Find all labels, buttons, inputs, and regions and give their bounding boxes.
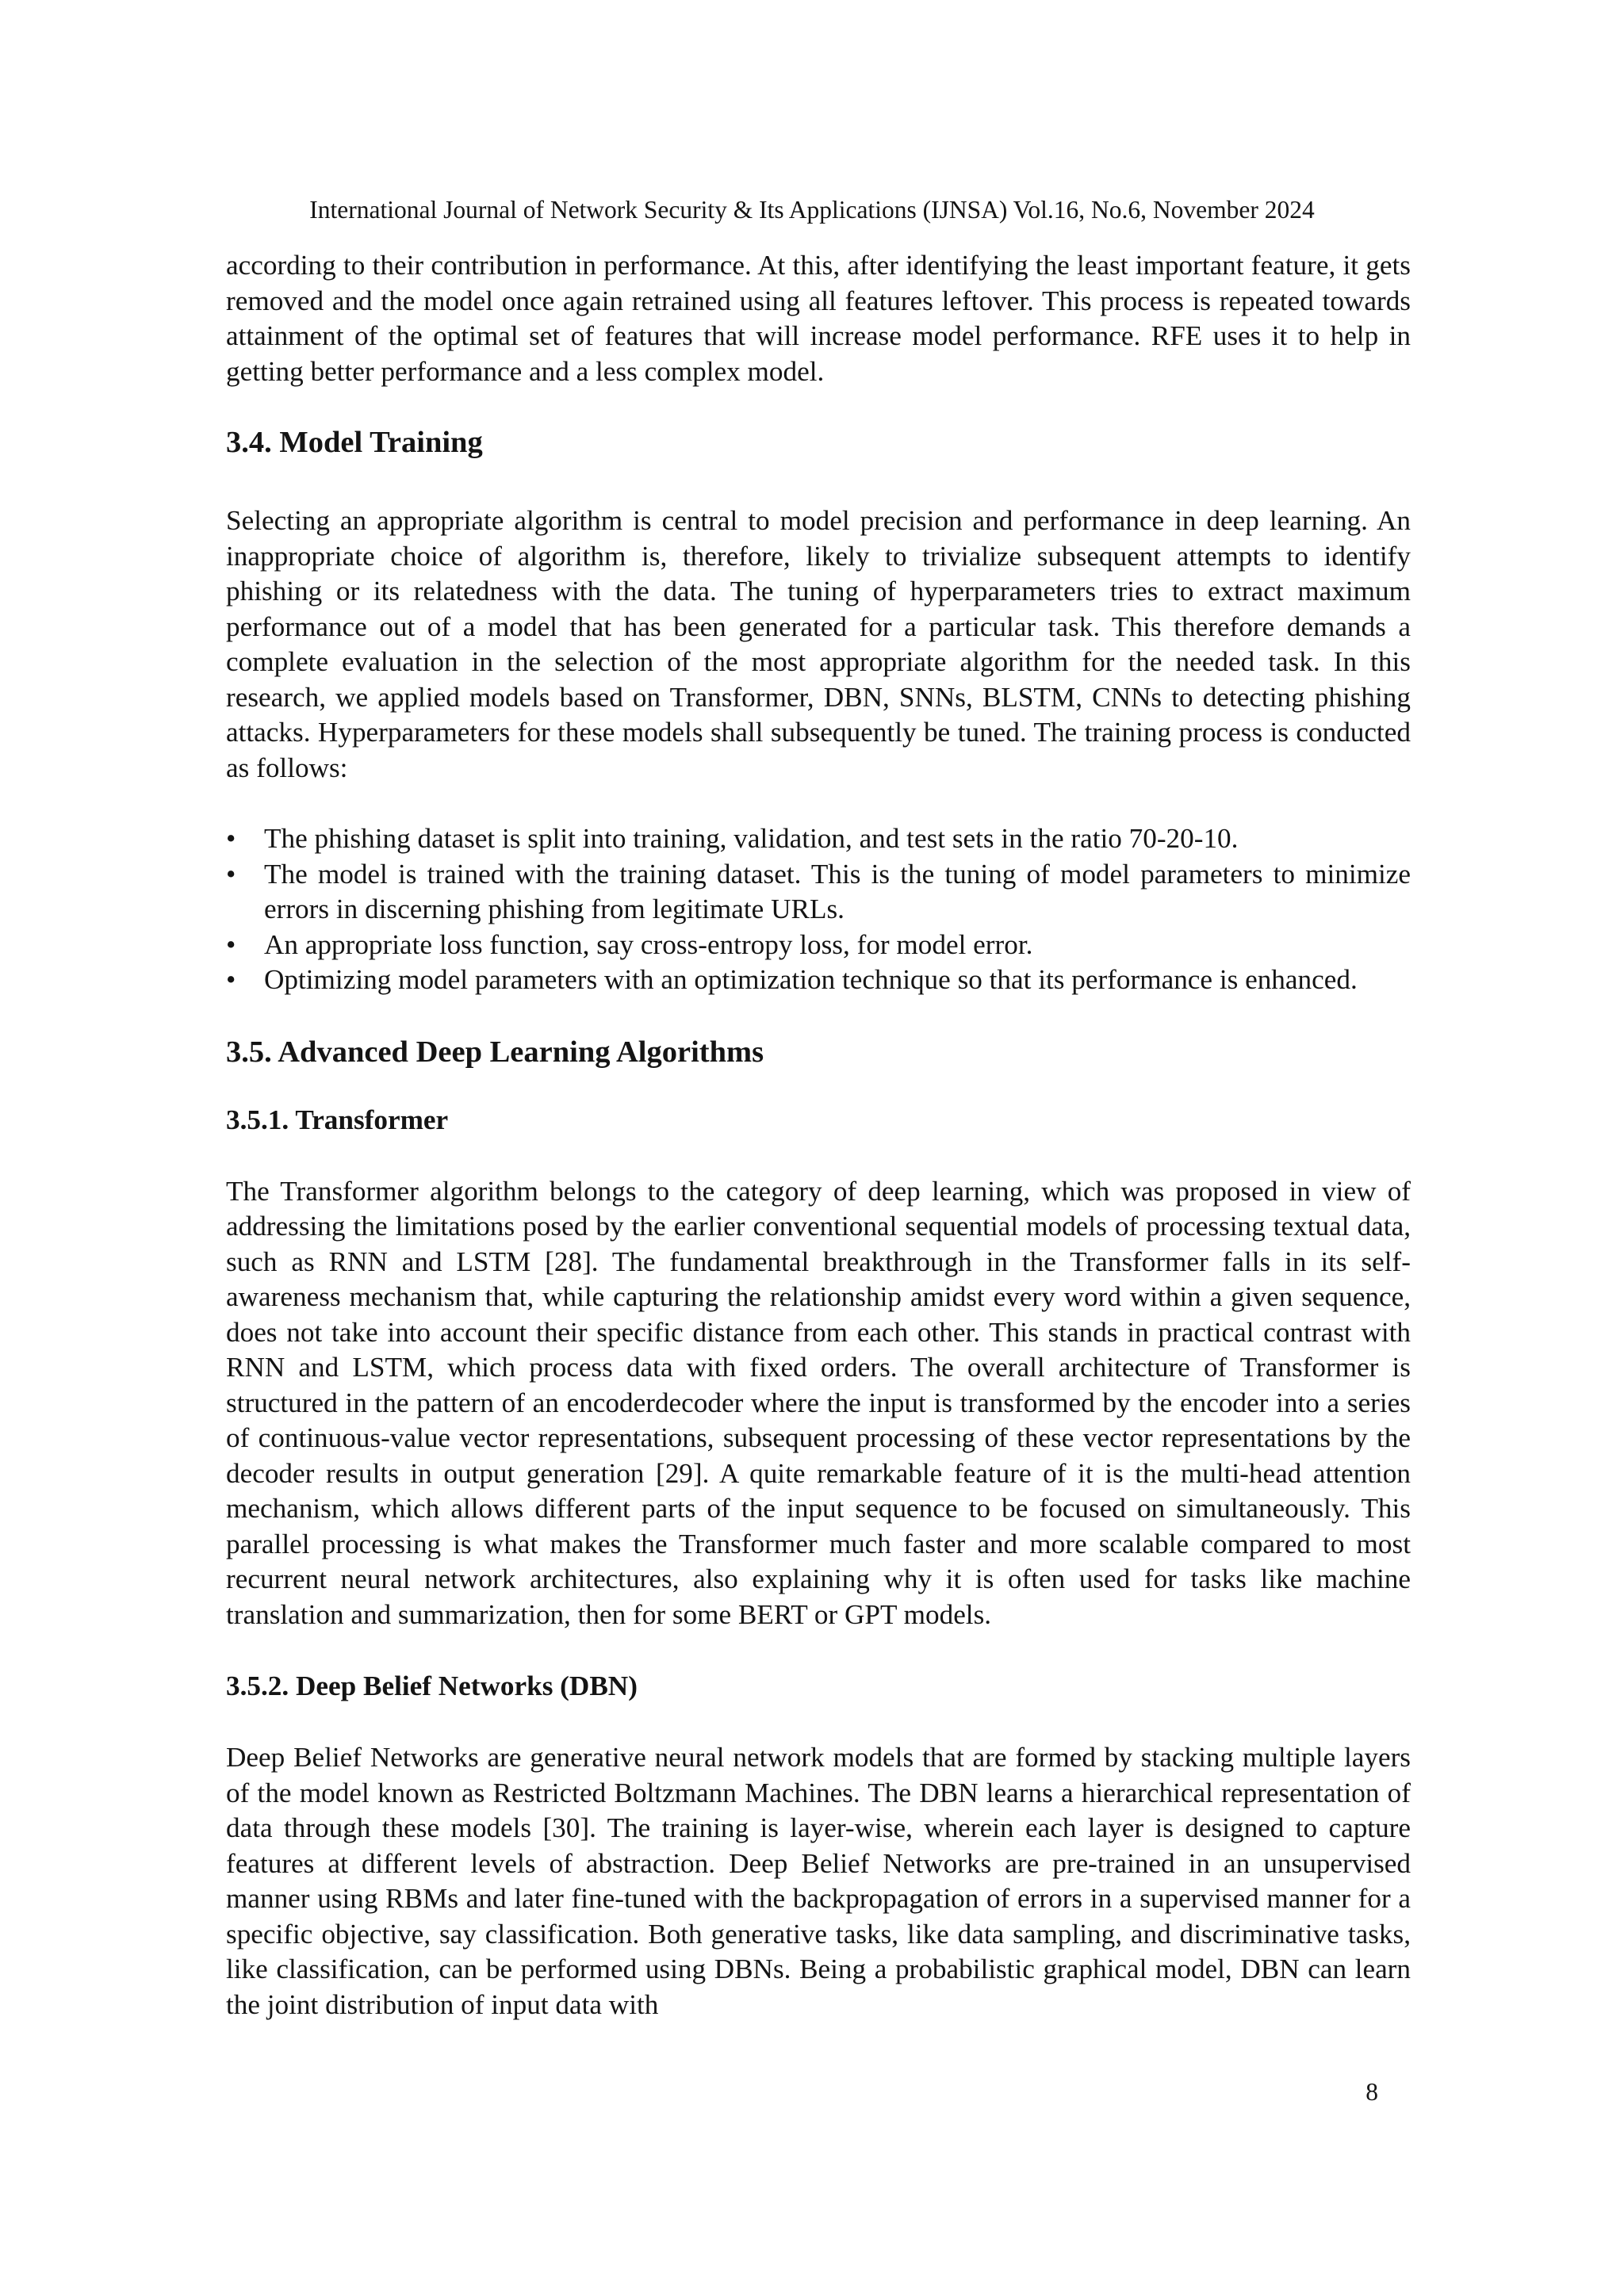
subsection-heading-dbn: 3.5.2. Deep Belief Networks (DBN) xyxy=(226,1670,638,1701)
transformer-paragraph: The Transformer algorithm belongs to the category of deep learning, which was proposed in view of addressing the limitations posed by the earlier conventional sequential models of processing textual data, such as RNN and LSTM [28]. The fundamental breakthrough in the Transformer falls in its self-awareness mechanism that, while capturing the relationship amidst every word within a given sequence, does not take into account their specific distance from each other. This stands in practical contrast with RNN and LSTM, which process data with fixed orders. The overall architecture of Transformer is structured in the pattern of an encoderdecoder where the input is transformed by the encoder into a series of continuous-value vector representations, subsequent processing of these vector representations by the decoder results in output generation [29]. A quite remarkable feature of it is the multi-head attention mechanism, which allows different parts of the input sequence to be focused on simultaneously. This parallel processing is what makes the Transformer much faster and more scalable compared to most recurrent neural network architectures, also explaining why it is often used for tasks like machine translation and summarization, then for some BERT or GPT models. xyxy=(226,1175,1411,1630)
subsection-heading-transformer: 3.5.1. Transformer xyxy=(226,1104,449,1135)
page-number: 8 xyxy=(1365,2078,1378,2106)
list-item xyxy=(226,821,1411,857)
list-item-text: An appropriate loss function, say cross-entropy loss, for model error. xyxy=(264,928,1033,960)
list-item-text: The phishing dataset is split into training, validation, and test sets in the ratio 70-20-10. xyxy=(264,823,1239,854)
section-heading-advanced-algorithms: 3.5. Advanced Deep Learning Algorithms xyxy=(226,1035,764,1069)
section-heading-model-training: 3.4. Model Training xyxy=(226,426,483,459)
list-item xyxy=(226,857,1411,928)
bullet-icon: • xyxy=(226,964,236,995)
bullet-icon: • xyxy=(226,858,236,890)
bullet-icon: • xyxy=(226,823,236,854)
dbn-paragraph: Deep Belief Networks are generative neural network models that are formed by stacking multiple layers of the model known as Restricted Boltzmann Machines. The DBN learns a hierarchical representation of data through these models [30]. The training is layer-wise, wherein each layer is designed to capture features at different levels of abstraction. Deep Belief Networks are pre-trained in an unsupervised manner using RBMs and later fine-tuned with the backpropagation of errors in a supervised manner for a specific objective, say classification. Both generative tasks, like data sampling, and discriminative tasks, like classification, can be performed using DBNs. Being a probabilistic graphical model, DBN can learn the joint distribution of input data with xyxy=(226,1742,1411,2020)
training-steps-list xyxy=(226,821,1411,998)
list-item xyxy=(226,962,1411,998)
list-item-text: The model is trained with the training dataset. This is the tuning of model parameters to minimize errors in discerning phishing from legitimate URLs. xyxy=(264,858,1411,924)
running-head: International Journal of Network Security & Its Applications (IJNSA) Vol.16, No.6, November 2024 xyxy=(309,196,1315,224)
list-item xyxy=(226,928,1411,963)
model-training-paragraph: Selecting an appropriate algorithm is central to model precision and performance in deep learning. An inappropriate choice of algorithm is, therefore, likely to trivialize subsequent attempts to identify phishing or its relatedness with the data. The tuning of hyperparameters tries to extract maximum performance out of a model that has been generated for a particular task. This therefore demands a complete evaluation in the selection of the most appropriate algorithm for the needed task. In this research, we applied models based on Transformer, DBN, SNNs, BLSTM, CNNs to detecting phishing attacks. Hyperparameters for these models shall subsequently be tuned. The training process is conducted as follows: xyxy=(226,505,1411,783)
list-item-text: Optimizing model parameters with an optimization technique so that its performance is enhanced. xyxy=(264,964,1358,995)
bullet-icon: • xyxy=(226,928,236,960)
intro-paragraph: according to their contribution in performance. At this, after identifying the least important feature, it gets removed and the model once again retrained using all features leftover. This process is repeated towards attainment of the optimal set of features that will increase model performance. RFE uses it to help in getting better performance and a less complex model. xyxy=(226,250,1411,387)
page-body xyxy=(226,248,1411,2022)
